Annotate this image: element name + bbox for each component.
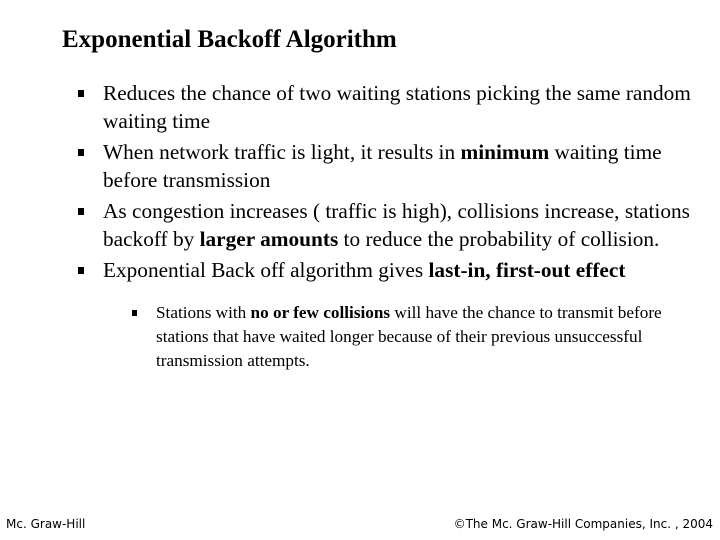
- bullet-text: Exponential Back off algorithm gives: [103, 258, 429, 282]
- bullet-square-icon: [78, 149, 84, 156]
- sub-bullet-square-icon: [132, 310, 137, 316]
- bullet-text: As congestion increases ( traffic is high), collisions increase, stations backoff by: [103, 199, 690, 251]
- slide-title: Exponential Backoff Algorithm: [62, 26, 397, 53]
- bullet-emphasis: minimum: [460, 140, 550, 164]
- bullet-square-icon: [78, 267, 84, 274]
- sub-bullet-emphasis: no or few collisions: [250, 302, 391, 322]
- sub-bullet-text: will have the chance to transmit before stations that have waited longer because of their previous unsuccessful transmission attempts.: [156, 302, 662, 370]
- bullet-square-icon: [78, 208, 84, 215]
- footer-publisher: Mc. Graw-Hill: [6, 517, 86, 531]
- bullet-item: [78, 198, 698, 253]
- bullet-emphasis: last-in, first-out effect: [428, 258, 626, 282]
- bullet-text: Reduces the chance of two waiting stations picking the same random waiting time: [103, 81, 691, 133]
- bullet-item: [78, 257, 698, 285]
- bullet-item: [78, 80, 698, 135]
- bullet-item: [78, 139, 698, 194]
- bullet-text: waiting time before transmission: [103, 140, 662, 192]
- bullet-square-icon: [78, 90, 84, 97]
- bullet-emphasis: larger amounts: [199, 226, 339, 251]
- footer-copyright: ©The Mc. Graw-Hill Companies, Inc. , 2004: [453, 517, 713, 531]
- sub-bullet-item: [132, 301, 716, 373]
- bullet-text: When network traffic is light, it results in: [103, 140, 461, 164]
- sub-bullet-text: Stations with: [156, 302, 251, 322]
- bullet-list: [78, 80, 698, 373]
- bullet-text: to reduce the probability of collision.: [338, 226, 660, 251]
